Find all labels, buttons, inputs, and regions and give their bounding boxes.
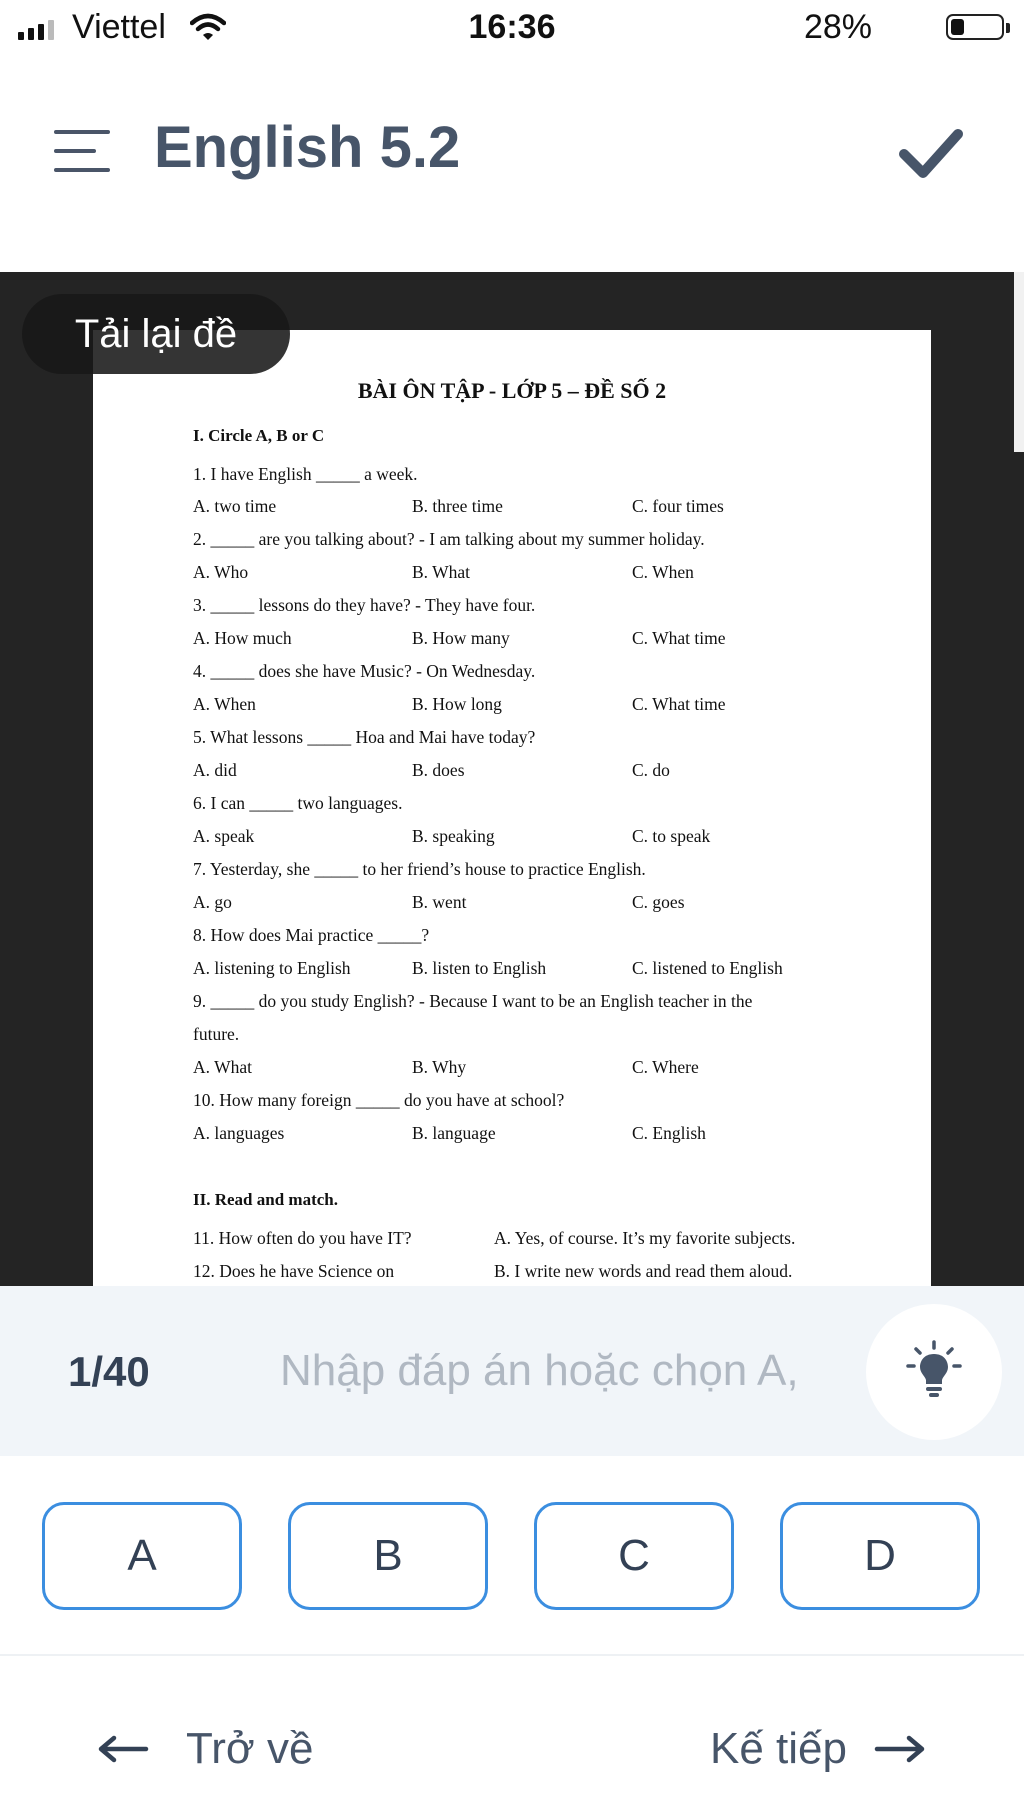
reload-exam-button[interactable]: Tải lại đề <box>22 294 290 374</box>
question-9-option-c: C. Where <box>632 1057 699 1077</box>
question-5: 5. What lessons _____ Hoa and Mai have today? <box>193 727 536 747</box>
answer-bar <box>0 1286 1024 1456</box>
question-1-option-b: B. three time <box>412 496 503 516</box>
question-7-option-b: B. went <box>412 892 467 912</box>
question-8-option-c: C. listened to English <box>632 958 783 978</box>
arrow-right-icon <box>873 1734 927 1764</box>
question-7-option-a: A. go <box>193 892 232 912</box>
question-4-option-a: A. When <box>193 694 256 714</box>
question-2-option-a: A. Who <box>193 562 249 582</box>
question-1: 1. I have English _____ a week. <box>193 464 418 484</box>
arrow-left-icon <box>96 1734 150 1764</box>
question-9-option-a: A. What <box>193 1057 252 1077</box>
question-9-continued: future. <box>193 1024 240 1044</box>
match-answer-b: B. I write new words and read them aloud. <box>494 1261 793 1281</box>
question-10-option-b: B. language <box>412 1123 496 1143</box>
question-6-option-a: A. speak <box>193 826 255 846</box>
question-5-option-c: C. do <box>632 760 670 780</box>
carrier-name: Viettel <box>72 8 166 46</box>
hamburger-menu-icon[interactable] <box>54 130 110 172</box>
question-8-option-b: B. listen to English <box>412 958 547 978</box>
exam-document-page <box>93 330 931 1286</box>
question-9: 9. _____ do you study English? - Because I want to be an English teacher in the <box>193 991 753 1011</box>
document-viewer[interactable] <box>0 272 1024 1286</box>
question-2: 2. _____ are you talking about? - I am talking about my summer holiday. <box>193 529 705 549</box>
choice-c-button[interactable]: C <box>534 1502 734 1610</box>
question-1-option-a: A. two time <box>193 496 277 516</box>
bottom-navigation <box>0 1656 1024 1820</box>
choice-b-button[interactable]: B <box>288 1502 488 1610</box>
question-4-option-c: C. What time <box>632 694 726 714</box>
choice-d-button[interactable]: D <box>780 1502 980 1610</box>
status-bar <box>0 0 1024 56</box>
question-10-option-a: A. languages <box>193 1123 285 1143</box>
question-10: 10. How many foreign _____ do you have at school? <box>193 1090 565 1110</box>
question-7: 7. Yesterday, she _____ to her friend’s house to practice English. <box>193 859 646 879</box>
question-counter: 1/40 <box>68 1348 150 1395</box>
question-3-option-c: C. What time <box>632 628 726 648</box>
section-heading: I. Circle A, B or C <box>193 426 325 445</box>
question-6: 6. I can _____ two languages. <box>193 793 403 813</box>
question-6-option-c: C. to speak <box>632 826 711 846</box>
status-time: 16:36 <box>468 8 556 46</box>
question-5-option-a: A. did <box>193 760 237 780</box>
next-button[interactable] <box>710 1714 927 1784</box>
match-question-11: 11. How often do you have IT? <box>193 1228 412 1248</box>
question-3-option-b: B. How many <box>412 628 510 648</box>
page-title: English 5.2 <box>154 115 461 180</box>
question-2-option-c: C. When <box>632 562 694 582</box>
battery-icon <box>946 14 1004 40</box>
lightbulb-icon <box>904 1340 964 1402</box>
viewer-scrollbar[interactable] <box>1014 272 1024 452</box>
question-2-option-b: B. What <box>412 562 471 582</box>
answer-input[interactable] <box>268 1332 828 1410</box>
question-5-option-b: B. does <box>412 760 465 780</box>
question-8-option-a: A. listening to English <box>193 958 351 978</box>
document-title: BÀI ÔN TẬP - LỚP 5 – ĐỀ SỐ 2 <box>357 378 667 403</box>
question-3-option-a: A. How much <box>193 628 292 648</box>
app-header <box>0 56 1024 270</box>
question-8: 8. How does Mai practice _____? <box>193 925 430 945</box>
question-7-option-c: C. goes <box>632 892 685 912</box>
match-answer-a: A. Yes, of course. It’s my favorite subjects. <box>494 1228 796 1248</box>
question-4: 4. _____ does she have Music? - On Wednesday. <box>193 661 536 681</box>
back-label: Trở về <box>186 1724 314 1773</box>
question-10-option-c: C. English <box>632 1123 706 1143</box>
match-question-12: 12. Does he have Science on <box>193 1261 395 1281</box>
battery-percentage: 28% <box>803 8 872 46</box>
question-6-option-b: B. speaking <box>412 826 495 846</box>
hint-button[interactable] <box>866 1304 1002 1440</box>
next-label: Kế tiếp <box>710 1724 847 1773</box>
checkmark-icon[interactable] <box>896 118 966 188</box>
section-heading: II. Read and match. <box>193 1190 338 1209</box>
question-9-option-b: B. Why <box>412 1057 467 1077</box>
question-3: 3. _____ lessons do they have? - They have four. <box>193 595 536 615</box>
question-4-option-b: B. How long <box>412 694 502 714</box>
choice-a-button[interactable]: A <box>42 1502 242 1610</box>
back-button[interactable] <box>96 1714 313 1784</box>
question-1-option-c: C. four times <box>632 496 724 516</box>
answer-choices <box>0 1456 1024 1656</box>
